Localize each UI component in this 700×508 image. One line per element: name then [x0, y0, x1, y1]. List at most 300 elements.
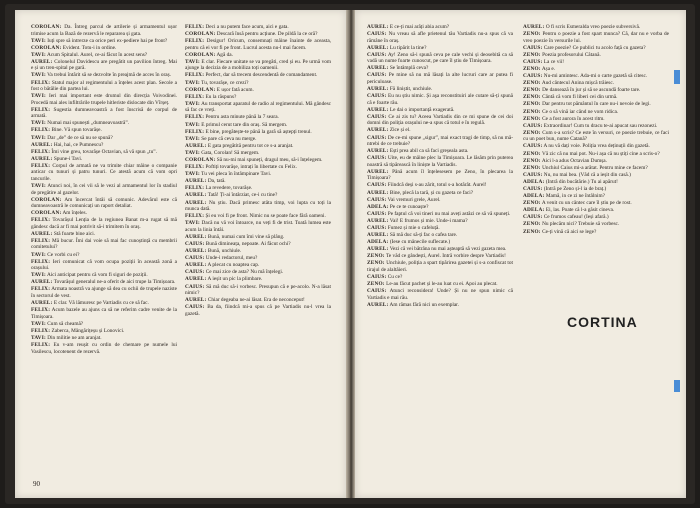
dialogue-text: Tu, tovarășe, ce crezi?: [199, 79, 249, 86]
dialogue-line: [523, 130, 669, 143]
dialogue-line: [185, 192, 331, 199]
dialogue-line: [31, 120, 177, 127]
dialogue-text: Nu vreau să afle prietenul tău Vartiadis nu-a spus că va rămâne în oraș.: [367, 31, 513, 44]
dialogue-text: Ieri comunicat că vom ocupa poziții în această zonă a orașului.: [31, 258, 177, 272]
dialogue-text: Bine. Vă spun tovarășe.: [50, 127, 102, 134]
dialogue-line: [31, 197, 177, 210]
dialogue-line: [523, 94, 669, 101]
dialogue-text: Descară însă pentru acțiune. De pildă la ce oră?: [215, 31, 318, 38]
dialogue-text: Stă foarte bine aici.: [52, 230, 96, 237]
left-page: [15, 10, 346, 498]
speaker-name: TAVI:: [31, 320, 46, 327]
dialogue-line: [523, 59, 669, 66]
speaker-name: AUREL:: [367, 189, 389, 196]
left-page-column-2: [185, 24, 331, 318]
dialogue-line: [185, 129, 331, 136]
left-page-column-1: [31, 24, 177, 356]
dialogue-line: [31, 156, 177, 163]
speaker-name: CAIUS:: [367, 72, 387, 79]
dialogue-text: Ce a fost aurora în acest ritm.: [540, 115, 605, 122]
dialogue-text: Lu tipărit la tine?: [388, 44, 427, 51]
dialogue-text: O fi scris Esmeralda vreo poezie subversivă.: [544, 24, 641, 30]
dialogue-text: Vai vremuri grele, Aurel.: [386, 196, 441, 203]
dialogue-text: Ei, las. Poate că l-a găsit cineva.: [544, 207, 615, 214]
dialogue-text: Eu v-am reușit cu ordin de chemare pe numele lui Vasilescu, locotenent de rezervă.: [31, 342, 177, 355]
dialogue-text: Sugestia dumneavoastră a fost înscrisă de corpul de armată.: [31, 106, 177, 120]
dialogue-text: Pe mine să nu mă lăsați la alte lucruri care ar putea fi periculoase.: [367, 72, 513, 85]
dialogue-line: [31, 231, 177, 238]
dialogue-line: [523, 31, 669, 44]
dialogue-line: [367, 86, 513, 93]
speaker-name: TAVI:: [31, 51, 46, 58]
dialogue-line: [185, 87, 331, 94]
dialogue-line: [185, 31, 331, 38]
speaker-name: COROLAN:: [31, 24, 62, 30]
dialogue-text: E clar. Vă lămuresc pe Vartiadis cu ce să fac.: [52, 300, 149, 307]
speaker-name: FELIX:: [185, 114, 205, 121]
right-page: [355, 10, 686, 498]
dialogue-line: [185, 284, 331, 297]
dialogue-text: Unchiule, poliția a spart tipărirea gazetei și s-a confiscat tot tirajul de alaltăieri.: [367, 260, 513, 273]
dialogue-text: Numai mai spunești „dumneavoastră”.: [45, 120, 130, 127]
dialogue-text: Nu-mi amintesc. Ada-mi o carte gazetă să citesc.: [542, 73, 648, 80]
dialogue-text: Până acum îl înțelesesem pe Zeno, în plecarea la Timișoara?: [367, 168, 513, 182]
dialogue-text: Să mă duc să-i vorbesc. Presupun că e pe-acolo. N-a lăsat nimic?: [185, 283, 331, 296]
dialogue-text: Eu la răspuns?: [204, 93, 237, 100]
dialogue-line: [31, 59, 177, 72]
dialogue-line: [367, 24, 513, 31]
dialogue-line: [523, 109, 669, 116]
dialogue-text: Fă liniștit, unchiule.: [388, 86, 433, 93]
speaker-name: AUREL:: [185, 297, 207, 304]
speaker-name: ZENO:: [523, 94, 541, 101]
speaker-name: AUREL:: [367, 168, 389, 175]
dialogue-text: Eu nu știu nimic. Și aşa reconstituiri ale cutare să-ți spună că e foarte rău.: [367, 93, 513, 106]
dialogue-text: Da, tată.: [206, 178, 226, 185]
dialogue-text: Să mă duc să-ți fac o cafea tare.: [388, 232, 458, 239]
speaker-name: TAVI:: [185, 135, 200, 142]
speaker-name: AUREL:: [367, 246, 389, 253]
speaker-name: AUREL:: [367, 86, 389, 93]
dialogue-text: E ușor fată acum.: [215, 86, 254, 93]
dialogue-text: Atunci noi, în cei vii să le vezi al armamentul lor în stadiul de pregătire al gazelor.: [31, 183, 177, 196]
dialogue-line: [367, 93, 513, 106]
speaker-name: ZENO:: [523, 108, 541, 115]
dialogue-line: [367, 135, 513, 148]
dialogue-text: Și eu voi fi pe front. Nimic nu se poate face fără oameni.: [204, 213, 326, 220]
speaker-name: CAIUS:: [367, 274, 387, 281]
speaker-name: AUREL:: [31, 279, 53, 286]
speaker-name: FELIX:: [31, 237, 51, 244]
dialogue-line: [367, 72, 513, 85]
dialogue-text: Te văd ce gândești, Aurel. Intră vorbire despre Vartiadis!: [384, 253, 506, 260]
speaker-name: FELIX:: [31, 162, 51, 169]
dialogue-text: Hai, hai, ce Pumnescu?: [52, 141, 104, 148]
dialogue-line: [367, 190, 513, 197]
speaker-name: ZENO:: [523, 65, 541, 72]
dialogue-text: Îmi vine greu, tovarășe Octavian, să vă spun „tu”.: [50, 148, 157, 155]
dialogue-line: [367, 182, 513, 189]
speaker-name: ZENO:: [523, 221, 541, 228]
dialogue-text: Se pare că ceva nu merge.: [199, 135, 257, 142]
speaker-name: FELIX:: [185, 93, 205, 100]
dialogue-text: Cântă că vom fi liberi cei din urmă.: [540, 94, 618, 101]
dialogue-line: [523, 116, 669, 123]
dialogue-text: A venit cu un cântec care îl știu pe de rost.: [540, 200, 632, 207]
open-book: [5, 4, 695, 504]
dialogue-text: Pentru asta minute până la 7 seara.: [204, 114, 279, 121]
speaker-name: AUREL:: [185, 199, 207, 206]
dialogue-line: [523, 24, 669, 31]
dialogue-line: [523, 229, 669, 236]
speaker-name: ZENO:: [523, 164, 541, 171]
dialogue-line: [185, 136, 331, 143]
dialogue-text: A ieșit un pic la plimbare.: [206, 276, 263, 283]
dialogue-text: Nu știu. Dacă primesc atâta timp, voi lupta cu toți la munca dată.: [185, 199, 331, 213]
dialogue-text: (Intră din bucătărie.) Tu ai apărut!: [544, 178, 618, 185]
dialogue-text: Care poezie? Ce publici tu acolo față cu gazeta?: [542, 44, 646, 51]
dialogue-text: La revedere, tovarășe.: [204, 185, 253, 192]
speaker-name: FELIX:: [31, 217, 51, 224]
dialogue-line: [523, 214, 669, 221]
dialogue-line: [367, 260, 513, 273]
dialogue-text: A plecat cu noaptea cap.: [206, 262, 260, 269]
dialogue-text: Zice și el.: [388, 127, 411, 134]
speaker-name: AUREL:: [185, 142, 207, 149]
dialogue-line: [523, 172, 669, 179]
dialogue-line: [367, 274, 513, 281]
dialogue-line: [185, 276, 331, 283]
speaker-name: CAIUS:: [185, 255, 205, 262]
dialogue-line: [31, 259, 177, 272]
dialogue-line: [185, 101, 331, 114]
speaker-name: FELIX:: [31, 148, 51, 155]
dialogue-text: Agă da.: [215, 51, 233, 58]
dialogue-line: [185, 185, 331, 192]
speaker-name: ADELA:: [367, 203, 389, 210]
dialogue-line: [367, 114, 513, 127]
dialogue-line: [185, 143, 331, 150]
speaker-name: TAVI:: [185, 58, 200, 65]
speaker-name: ADELA:: [367, 239, 389, 246]
speaker-name: FELIX:: [31, 127, 51, 134]
dialogue-text: Fumez și mie o cafeluță.: [386, 224, 440, 231]
dialogue-text: E ce-ți mai arăți abia acum?: [388, 24, 450, 30]
dialogue-text: Dacă nu vă voi întoarce, nu veți fi de trist. Toată lumea este acum la linia întâi.: [185, 220, 331, 233]
speaker-name: CAIUS:: [367, 288, 387, 295]
dialogue-line: [31, 142, 177, 149]
dialogue-text: Ce mai zice de asta? Nu mă înțelegi.: [204, 269, 284, 276]
dialogue-text: Le dai o importanță exagerată.: [388, 106, 455, 113]
speaker-name: ZENO:: [523, 80, 541, 87]
speaker-name: TAVI:: [31, 251, 46, 258]
speaker-name: TAVI:: [31, 120, 46, 127]
curtain-heading: CORTINA: [567, 314, 638, 330]
dialogue-line: [31, 107, 177, 120]
dialogue-text: Poezia profesorului Cătană.: [540, 51, 601, 58]
dialogue-line: [31, 80, 177, 93]
speaker-name: TAVI:: [31, 334, 46, 341]
dialogue-text: Acum bazele au ajuns ca să ne referim cadre venite de la Timișoara.: [31, 307, 177, 320]
speaker-name: ZENO:: [523, 150, 541, 157]
speaker-name: ADELA:: [523, 207, 545, 214]
dialogue-line: [185, 59, 331, 72]
speaker-name: ZENO:: [367, 281, 385, 288]
dialogue-text: Desigur! Oricum, consemnați mâine înainte de aceasta, pentru că ei vor fi pe front. Lucrul acesta nu-l mai facem.: [185, 38, 331, 51]
dialogue-line: [523, 207, 669, 214]
dialogue-line: [523, 80, 669, 87]
speaker-name: AUREL:: [31, 58, 53, 65]
dialogue-line: [185, 24, 331, 31]
dialogue-text: Pe faptul că voi tineri nu mai aveți astăzi ce să vă spuneți.: [386, 210, 511, 217]
book-gutter: [346, 10, 355, 498]
speaker-name: AUREL:: [523, 24, 545, 30]
dialogue-line: [367, 155, 513, 168]
speaker-name: AUREL:: [185, 262, 207, 269]
dialogue-line: [367, 232, 513, 239]
speaker-name: AUREL:: [367, 24, 389, 30]
speaker-name: AUREL:: [367, 232, 389, 239]
dialogue-line: [185, 304, 331, 317]
dialogue-line: [367, 288, 513, 301]
dialogue-line: [367, 211, 513, 218]
dialogue-text: Ay! Zeno să-i spună ceva pe cale vechi și deosebită ca să vadă un nume foarte cunoscut, pe care îl știu de Timișoara.: [367, 51, 513, 65]
dialogue-line: [31, 127, 177, 134]
speaker-name: FELIX:: [185, 213, 205, 220]
dialogue-line: [185, 220, 331, 233]
speaker-name: AUREL:: [367, 44, 389, 51]
speaker-name: FELIX:: [31, 258, 51, 265]
speaker-name: CAIUS:: [367, 31, 387, 38]
dialogue-text: (Iese cu mânecile suflecate.): [388, 239, 451, 246]
speaker-name: ZENO:: [523, 87, 541, 94]
speaker-name: AUREL:: [31, 141, 53, 148]
dialogue-line: [31, 300, 177, 307]
dialogue-line: [367, 148, 513, 155]
dialogue-line: [367, 31, 513, 44]
dialogue-line: [31, 321, 177, 328]
speaker-name: TAVI:: [185, 149, 200, 156]
dialogue-text: Tovarășul Lenția de la regiunea Banat m-a rugat să mă gândesc dacă ar fi mai potrivit să-i trimitem în oraș.: [31, 217, 177, 230]
dialogue-text: Ce frumos cafeau! (Ieși afară.): [542, 214, 609, 221]
speaker-name: CAIUS:: [367, 113, 387, 120]
dialogue-text: Statul major al regimentului a înțeles acest plan. Secole a fost o bătălie din partea lui.: [31, 79, 177, 93]
dialogue-line: [367, 52, 513, 65]
dialogue-line: [523, 66, 669, 73]
dialogue-text: Unchiul Caius mi-a arătat. Pentru mine ce facem?: [540, 164, 648, 171]
speaker-name: AUREL:: [367, 217, 389, 224]
speaker-name: COROLAN:: [185, 86, 216, 93]
dialogue-text: Chiar degeaba ne-ai lăsat. Era de neconceput!: [206, 297, 305, 304]
speaker-name: FELIX:: [185, 185, 205, 192]
dialogue-line: [523, 179, 669, 186]
speaker-name: CAIUS:: [523, 214, 543, 221]
dialogue-line: [31, 252, 177, 259]
dialogue-text: Acum Spitalul. Aurel, ce-ai făcut în acest sens?: [45, 51, 148, 58]
dialogue-text: La ce vii!: [542, 58, 565, 65]
speaker-name: AUREL:: [31, 300, 53, 307]
dialogue-text: Ieri mai important este drumul din direcția Voivodinei. Procedă mai ales infiltrările trupele hitleriste dislocate din Vîrșeț.: [31, 93, 177, 106]
speaker-name: COROLAN:: [185, 51, 216, 58]
dialogue-text: Uite, eu de mâine plec la Timișoara. Le lăsăm prin puterea noastră să tipărească în liniște la Vartiadis.: [367, 155, 513, 168]
dialogue-line: [367, 281, 513, 288]
speaker-name: AUREL:: [185, 276, 207, 283]
dialogue-line: [31, 272, 177, 279]
dialogue-text: Bine, plecă la tară, și cu gazeta ce faci?: [388, 189, 474, 196]
dialogue-text: Mamă, in ce zi ne întâlnim?: [544, 193, 605, 200]
speaker-name: CAIUS:: [523, 73, 543, 80]
speaker-name: AUREL:: [31, 155, 53, 162]
dialogue-line: [523, 52, 669, 59]
dialogue-text: Ce o să vină iar când ne vom ridica.: [540, 108, 619, 115]
dialogue-text: Gata, Corolan! Să mergem.: [199, 149, 260, 156]
dialogue-line: [31, 135, 177, 142]
dialogue-text: Bună, numai cum îmi vine să plâng.: [206, 233, 285, 240]
speaker-name: TAVI:: [185, 220, 200, 227]
dialogue-line: [367, 204, 513, 211]
dialogue-text: Am încercat întâi să comunic. Adevărul este că dumneavoastră le comunicați un raport detaliat.: [31, 196, 177, 210]
dialogue-text: Spune-i Tavi.: [52, 155, 83, 162]
dialogue-line: [367, 218, 513, 225]
dialogue-text: A nu vă dați voie. Poliția vrea deținuții din gazetă.: [542, 143, 650, 150]
dialogue-line: [523, 200, 669, 207]
dialogue-line: [185, 157, 331, 164]
dialogue-text: Să nu-mi mai spuneți, dragul meu, să-i înțelegem.: [215, 157, 323, 163]
dialogue-line: [185, 213, 331, 220]
dialogue-line: [31, 342, 177, 355]
speaker-name: ZENO:: [523, 101, 541, 108]
dialogue-line: [523, 73, 669, 80]
dialogue-text: Cum s-a scris? Ce este în versuri, ce poezie trebuie, ce faci cu un poet bun, nume Catană?: [523, 129, 669, 143]
dialogue-text: Ești prea abil ca să faci greșeala asta.: [388, 148, 469, 155]
dialogue-text: Armata noastră va ajunge să dea cu ochii de trupele naziste în sectorul de vest.: [31, 286, 177, 299]
speaker-name: CAIUS:: [185, 283, 205, 290]
speaker-name: TAVI:: [31, 72, 46, 79]
dialogue-line: [31, 335, 177, 342]
dialogue-line: [185, 114, 331, 121]
dialogue-line: [185, 255, 331, 262]
speaker-name: ZENO:: [523, 228, 541, 235]
dialogue-text: Ce-ți vină că aici se lege?: [540, 228, 597, 235]
dialogue-line: [523, 186, 669, 193]
dialogue-line: [523, 221, 669, 228]
right-page-column-2: [523, 24, 669, 236]
speaker-name: CAIUS:: [367, 134, 387, 141]
dialogue-text: Tovarășul generalul ne-a oferit de aici trupe la Timișoara.: [52, 279, 176, 286]
dialogue-text: Aici anticipat pentru că vom fi siguri de poziții.: [45, 272, 148, 279]
speaker-name: TAVI:: [31, 93, 46, 100]
speaker-name: ZENO:: [523, 31, 541, 38]
dialogue-line: [185, 164, 331, 171]
dialogue-line: [367, 246, 513, 253]
dialogue-line: [31, 72, 177, 79]
right-page-column-1: [367, 24, 513, 309]
speaker-name: ZENO:: [523, 115, 541, 122]
dialogue-line: [367, 65, 513, 72]
dialogue-text: Au transportat aparatul de radio al regimentului. Mă gândesc să fac ce vreți.: [185, 100, 331, 114]
dialogue-line: [367, 45, 513, 52]
dialogue-text: Tu vei pleca în întâmpinare Tavi.: [199, 171, 272, 178]
speaker-name: CAIUS:: [523, 44, 543, 51]
dialogue-line: [31, 286, 177, 299]
speaker-name: TAVI:: [31, 37, 46, 44]
speaker-name: ADELA:: [523, 178, 545, 185]
dialogue-text: Bună, unchiule.: [206, 248, 242, 255]
dialogue-line: [185, 241, 331, 248]
speaker-name: CAIUS:: [367, 210, 387, 217]
dialogue-line: [31, 217, 177, 230]
dialogue-line: [185, 80, 331, 87]
dialogue-text: Bună dimineața, nepoate. Ai făcut ochi?: [204, 240, 291, 247]
dialogue-line: [31, 183, 177, 196]
dialogue-text: Poftiți tovarășe, intrați în libertate cu Felix.: [204, 164, 297, 171]
dialogue-line: [185, 122, 331, 129]
dialogue-text: De dansează în jur și să se ascundă foarte tare.: [540, 87, 641, 94]
speaker-name: CAIUS:: [523, 185, 543, 192]
speaker-name: ZENO:: [523, 157, 541, 164]
speaker-name: COROLAN:: [185, 157, 216, 163]
dialogue-text: Vă zic că nu mai pot. Nu-i așa că nu știți cine a scris-o?: [540, 150, 660, 157]
dialogue-line: [367, 169, 513, 182]
dialogue-line: [523, 165, 669, 172]
speaker-name: COROLAN:: [31, 210, 62, 217]
dialogue-text: Mă bucur. Îmi dai voie să mai fac cunoștință cu membrii comitetului?: [31, 237, 177, 251]
dialogue-text: Ce ai zis tu? Aceea Vartiadis din ce mi spune de cei doi domni din poliția orașului ne-a spus că totul e în regulă.: [367, 113, 513, 127]
speaker-name: TAVI:: [31, 272, 46, 279]
speaker-name: CAIUS:: [185, 240, 205, 247]
speaker-name: FELIX:: [31, 286, 51, 293]
dialogue-text: Se întâmplă ceva?: [388, 65, 429, 72]
dialogue-text: Aud cântecul Anina mișcă trăiesc.: [540, 80, 615, 87]
speaker-name: TAVI:: [185, 79, 200, 86]
dialogue-text: Da. Întreg parcul de artilerie și armamentul ușor trimise acum la Bază de rezervă le repararea și gata.: [31, 24, 177, 37]
speaker-name: CAIUS:: [523, 171, 543, 178]
dialogue-text: Perfect, dar să trecem descendentă de comandament.: [204, 72, 318, 79]
speaker-name: CAIUS:: [185, 269, 205, 276]
dialogue-line: [31, 328, 177, 335]
speaker-name: FELIX:: [185, 72, 205, 79]
dialogue-line: [185, 248, 331, 255]
speaker-name: CAIUS:: [185, 304, 205, 311]
dialogue-line: [185, 234, 331, 241]
speaker-name: CAIUS:: [367, 93, 387, 100]
dialogue-line: [185, 94, 331, 101]
dialogue-text: Vai! E frumos și mie. Unde-i mama?: [388, 217, 468, 224]
dialogue-text: Dar pentru tot pământul în care nu-i nevoie de legi.: [540, 101, 651, 108]
speaker-name: TAVI:: [185, 121, 200, 128]
dialogue-text: Le-au făcut pachet și le-au luat cu ei. Apoi au plecat.: [384, 281, 498, 288]
speaker-name: ZENO:: [523, 51, 541, 58]
dialogue-line: [31, 24, 177, 37]
speaker-name: AUREL:: [367, 148, 389, 155]
dialogue-line: [31, 52, 177, 59]
dialogue-line: [31, 93, 177, 106]
dialogue-text: E bine, pregătește-te până la gară să aștepți trenul.: [204, 128, 312, 135]
dialogue-text: Tată! Ți-ai întârziat, ce-i cu tine?: [206, 192, 278, 199]
speaker-name: AUREL:: [185, 192, 207, 199]
dialogue-line: [367, 239, 513, 246]
speaker-name: CAIUS:: [367, 51, 387, 58]
dialogue-text: Deci a nu putem face acum, aici e gata.: [204, 24, 289, 30]
page-marker-tab: [674, 380, 680, 392]
dialogue-text: Va trebui întărit să se dezvolte în preajmă de acces în oraș.: [45, 72, 172, 79]
speaker-name: ZENO:: [367, 253, 385, 260]
dialogue-line: [31, 38, 177, 45]
dialogue-line: [367, 127, 513, 134]
dialogue-line: [31, 238, 177, 251]
dialogue-text: Corpul de armată ne va trimite chiar mâine o companie anticar cu tunuri și patru tunuri. Ce atestă acum că vom opri tancurile.: [31, 162, 177, 182]
dialogue-line: [367, 225, 513, 232]
